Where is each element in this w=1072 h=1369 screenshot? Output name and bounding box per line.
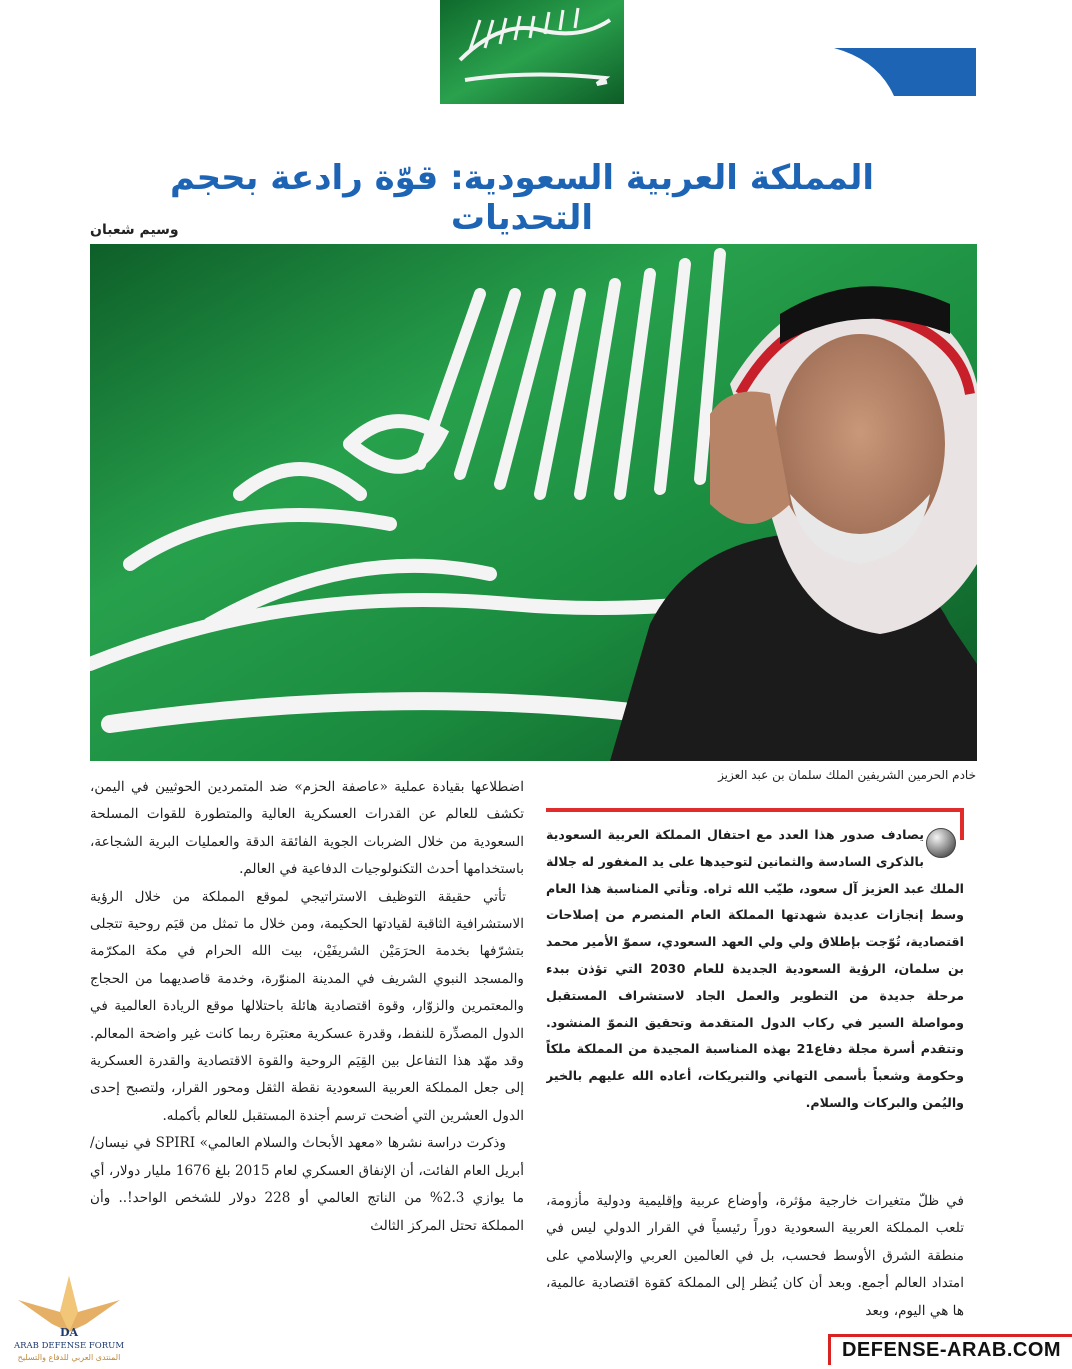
logo-abbr: DA bbox=[59, 1326, 79, 1339]
body-paragraph: تأتي حقيقة التوظيف الاستراتيجي لموقع المملكة من خلال الرؤية الاستشرافية الثاقبة لقيادتها الحكيمة، ومن خلال ما تمثل من قيَم روحية تتجلى بتشرّفها بخدمة الحرَمَيْن الشريفَيْن، بيت الله الحرام في مكة المكرّمة والمسجد النبوي الشريف في المدينة المنوّرة، وخدمة قاصديهما من الحجاج والمعتمرين والزوّار، وقوة اقتصادية هائلة باحتلالها موقع الريادة العالمية في الدول المصدِّرة للنفط، وقدرة عسكرية معتبَرة ربما كانت غير واضحة المعالم. وقد مهّد هذا التفاعل بين القِيَم الروحية والقوة الاقتصادية والقدرة العسكرية إلى جعل المملكة العربية السعودية نقطة الثقل ومحور القرار، ولتصبح إحدى الدول العشرين التي أضحت ترسم أجندة المستقبل للعالم بأكمله. bbox=[90, 888, 524, 1124]
blue-corner-tab-icon bbox=[834, 48, 976, 96]
site-watermark bbox=[828, 1334, 1072, 1365]
body-paragraph: وذكرت دراسة نشرها «معهد الأبحاث والسلام العالمي» SPIRI في نيسان/ أبريل العام الفائت، أن الإنفاق العسكري لعام 2015 بلغ 1676 مليار دولار، أي ما يوازي 2.3% من الناتج العالمي أو 228 دولار للشخص الواحد!.. وأن المملكة تحتل المركز الثالث bbox=[90, 1135, 524, 1234]
body-column-left bbox=[90, 774, 524, 1240]
king-salute-photo-icon bbox=[90, 244, 977, 761]
author-name: وسيم شعبان bbox=[90, 222, 179, 238]
article-title: المملكة العربية السعودية: قوّة رادعة بحجم التحديات bbox=[169, 158, 875, 238]
intro-box-text: يصادف صدور هذا العدد مع احتفال المملكة العربية السعودية بالذكرى السادسة والثمانين لتوحيدها على يد المغفور له جلالة الملك عبد العزيز آل سعود، طيّب الله ثراه. وتأتي المناسبة هذا العام وسط إنجازات عديدة شهدتها المملكة العام المنصرم من إصلاحات اقتصادية، تُوّجت بإطلاق ولي ولي العهد السعودي، سموّ الأمير محمد بن سلمان، الرؤية السعودية الجديدة للعام 2030 التي تؤذن ببدء مرحلة جديدة من التطوير والعمل الجاد لاستشراف المستقبل ومواصلة السير في ركاب الدول المتقدمة وتحقيق النموّ المنشود. وتتقدم أسرة مجلة دفاع21 بهذه المناسبة المجيدة من المملكة ملكاً وحكومة وشعباً بأسمى التهاني والتبريكات، أعاده الله عليهم بالخير واليُمن والبركات والسلام. bbox=[546, 827, 964, 1110]
intro-box bbox=[546, 808, 964, 1180]
forum-logo bbox=[8, 1272, 130, 1365]
header-flag-image bbox=[440, 0, 624, 104]
photo-caption: خادم الحرمين الشريفين الملك سلمان بن عبد العزيز bbox=[718, 768, 976, 782]
arab-defense-forum-logo-icon bbox=[8, 1272, 130, 1365]
body-column-right bbox=[546, 1188, 964, 1325]
logo-english: ARAB DEFENSE FORUM bbox=[13, 1341, 125, 1351]
logo-arabic: المنتدى العربي للدفاع والتسليح bbox=[17, 1353, 121, 1362]
body-paragraph: اضطلاعها بقيادة عملية «عاصفة الحزم» ضد المتمردين الحوثيين في اليمن، تكشف للعالم عن القدرات العسكرية العالية والمتطورة للقوات المسلحة السعودية من خلال الضربات الجوية الفائقة الدقة والعمليات البرية الشجاعة، باستخدامها أحدث التكنولوجيات الدفاعية في العالم. bbox=[90, 779, 524, 878]
body-paragraph: في ظلّ متغيرات خارجية مؤثرة، وأوضاع عربية وإقليمية ودولية مأزومة، تلعب المملكة العربية السعودية دوراً رئيسياً في القرار الدولي ليس في منطقة الشرق الأوسط فحسب، بل في العالمين العربي والإسلامي على امتداد العالم أجمع. وبعد أن كان يُنظر إلى المملكة كقوة اقتصادية عالمية، ها هي اليوم، وبعد bbox=[546, 1193, 964, 1319]
hero-photo bbox=[90, 244, 977, 761]
metal-ball-bullet-icon bbox=[926, 828, 956, 858]
saudi-flag-icon bbox=[440, 0, 624, 104]
site-name: DEFENSE-ARAB.COM bbox=[841, 1339, 1062, 1361]
